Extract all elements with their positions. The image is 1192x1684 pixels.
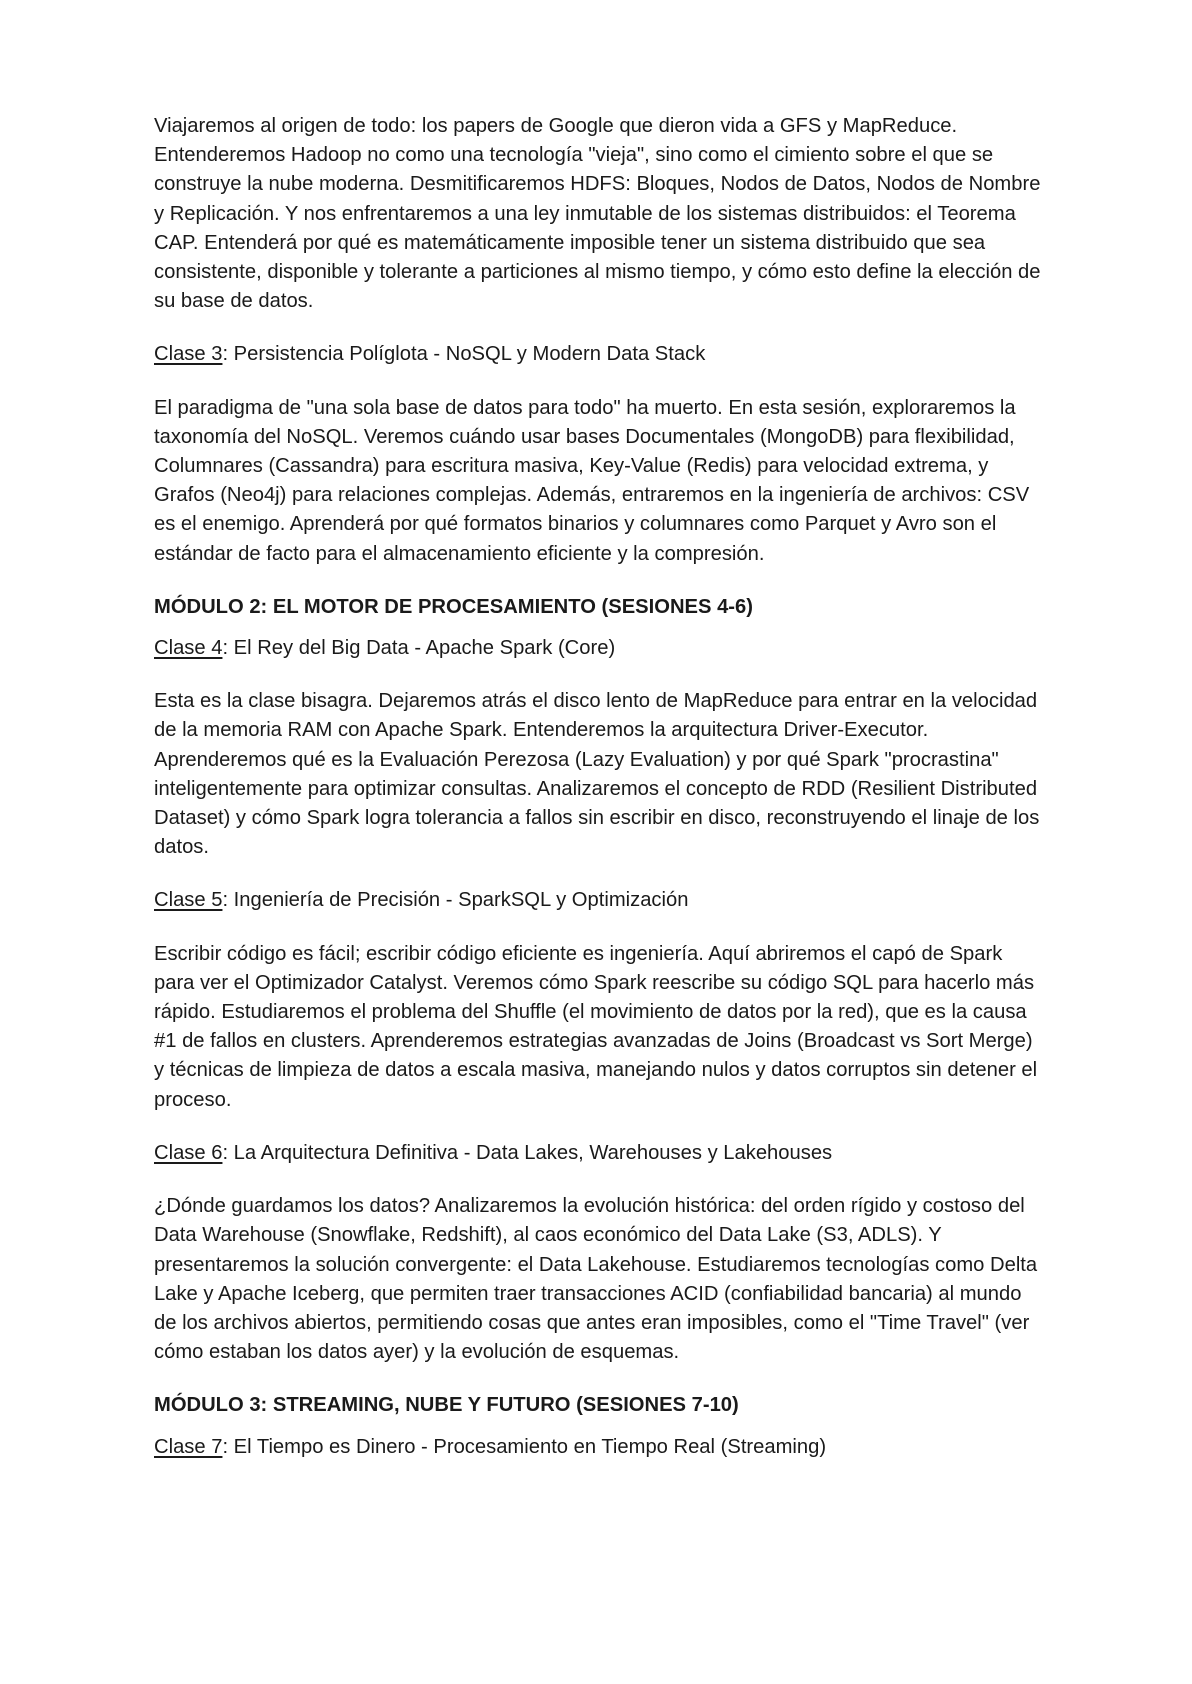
class-heading-4 (154, 634, 1042, 663)
class-title-7: : El Tiempo es Dinero - Procesamiento en Tiempo Real (Streaming) (222, 1435, 827, 1458)
class-title-4: : El Rey del Big Data - Apache Spark (Core) (222, 637, 616, 660)
class-heading-7 (154, 1433, 1042, 1462)
module-3-heading: MÓDULO 3: STREAMING, NUBE Y FUTURO (SESIONES 7-10) (154, 1394, 739, 1417)
class-heading-6 (154, 1139, 1042, 1168)
class-tag-5: Clase 5 (154, 889, 223, 912)
class-title-5: : Ingeniería de Precisión - SparkSQL y Optimización (222, 889, 689, 912)
module-2-heading: MÓDULO 2: EL MOTOR DE PROCESAMIENTO (SESIONES 4-6) (154, 595, 753, 618)
class-tag-3: Clase 3 (154, 343, 223, 366)
class-tag-6: Clase 6 (154, 1141, 223, 1164)
class-body-5: Escribir código es fácil; escribir código eficiente es ingeniería. Aquí abriremos el capó de Spark para ver el Optimizador Catalyst. Veremos cómo Spark reescribe su código SQL para hacerlo más rápido. Estudiaremos el problema del Shuffle (el movimiento de datos por la red), que es la causa #1 de fallos en clusters. Aprenderemos estrategias avanzadas de Joins (Broadcast vs Sort Merge) y técnicas de limpieza de datos a escala masiva, manejando nulos y datos corruptos sin detener el proceso. (154, 942, 1038, 1111)
class-body-6: ¿Dónde guardamos los datos? Analizaremos la evolución histórica: del orden rígido y costoso del Data Warehouse (Snowflake, Redshift), al caos económico del Data Lake (S3, ADLS). Y presentaremos la solución convergente: el Data Lakehouse. Estudiaremos tecnologías como Delta Lake y Apache Iceberg, que permiten traer transacciones ACID (confiabilidad bancaria) al mundo de los archivos abiertos, permitiendo cosas que antes eran imposibles, como el "Time Travel" (ver cómo estaban los datos ayer) y la evolución de esquemas. (154, 1195, 1038, 1364)
class-tag-4: Clase 4 (154, 637, 223, 660)
class-title-3: : Persistencia Políglota - NoSQL y Modern Data Stack (222, 343, 706, 366)
class-body-4: Esta es la clase bisagra. Dejaremos atrás el disco lento de MapReduce para entrar en la velocidad de la memoria RAM con Apache Spark. Entenderemos la arquitectura Driver-Executor. Aprenderemos qué es la Evaluación Perezosa (Lazy Evaluation) y por qué Spark "procrastina" inteligentemente para optimizar consultas. Analizaremos el concepto de RDD (Resilient Distributed Dataset) y cómo Spark logra tolerancia a fallos sin escribir en disco, reconstruyendo el linaje de los datos. (154, 690, 1040, 859)
class-heading-3 (154, 340, 1042, 369)
class-heading-5 (154, 886, 1042, 915)
class-title-6: : La Arquitectura Definitiva - Data Lakes, Warehouses y Lakehouses (222, 1141, 833, 1164)
paragraph-gfs-hadoop: Viajaremos al origen de todo: los papers de Google que dieron vida a GFS y MapReduce. Entenderemos Hadoop no como una tecnología "vieja", sino como el cimiento sobre el que se construye la nube moderna. Desmitificaremos HDFS: Bloques, Nodos de Datos, Nodos de Nombre y Replicación. Y nos enfrentaremos a una ley inmutable de los sistemas distribuidos: el Teorema CAP. Entenderá por qué es matemáticamente imposible tener un sistema distribuido que sea consistente, disponible y tolerante a particiones al mismo tiempo, y cómo esto define la elección de su base de datos. (154, 115, 1041, 313)
class-tag-7: Clase 7 (154, 1435, 223, 1458)
class-body-3: El paradigma de "una sola base de datos para todo" ha muerto. En esta sesión, exploraremos la taxonomía del NoSQL. Veremos cuándo usar bases Documentales (MongoDB) para flexibilidad, Columnares (Cassandra) para escritura masiva, Key-Value (Redis) para velocidad extrema, y Grafos (Neo4j) para relaciones complejas. Además, entraremos en la ingeniería de archivos: CSV es el enemigo. Aprenderá por qué formatos binarios y columnares como Parquet y Avro son el estándar de facto para el almacenamiento eficiente y la compresión. (154, 396, 1030, 565)
